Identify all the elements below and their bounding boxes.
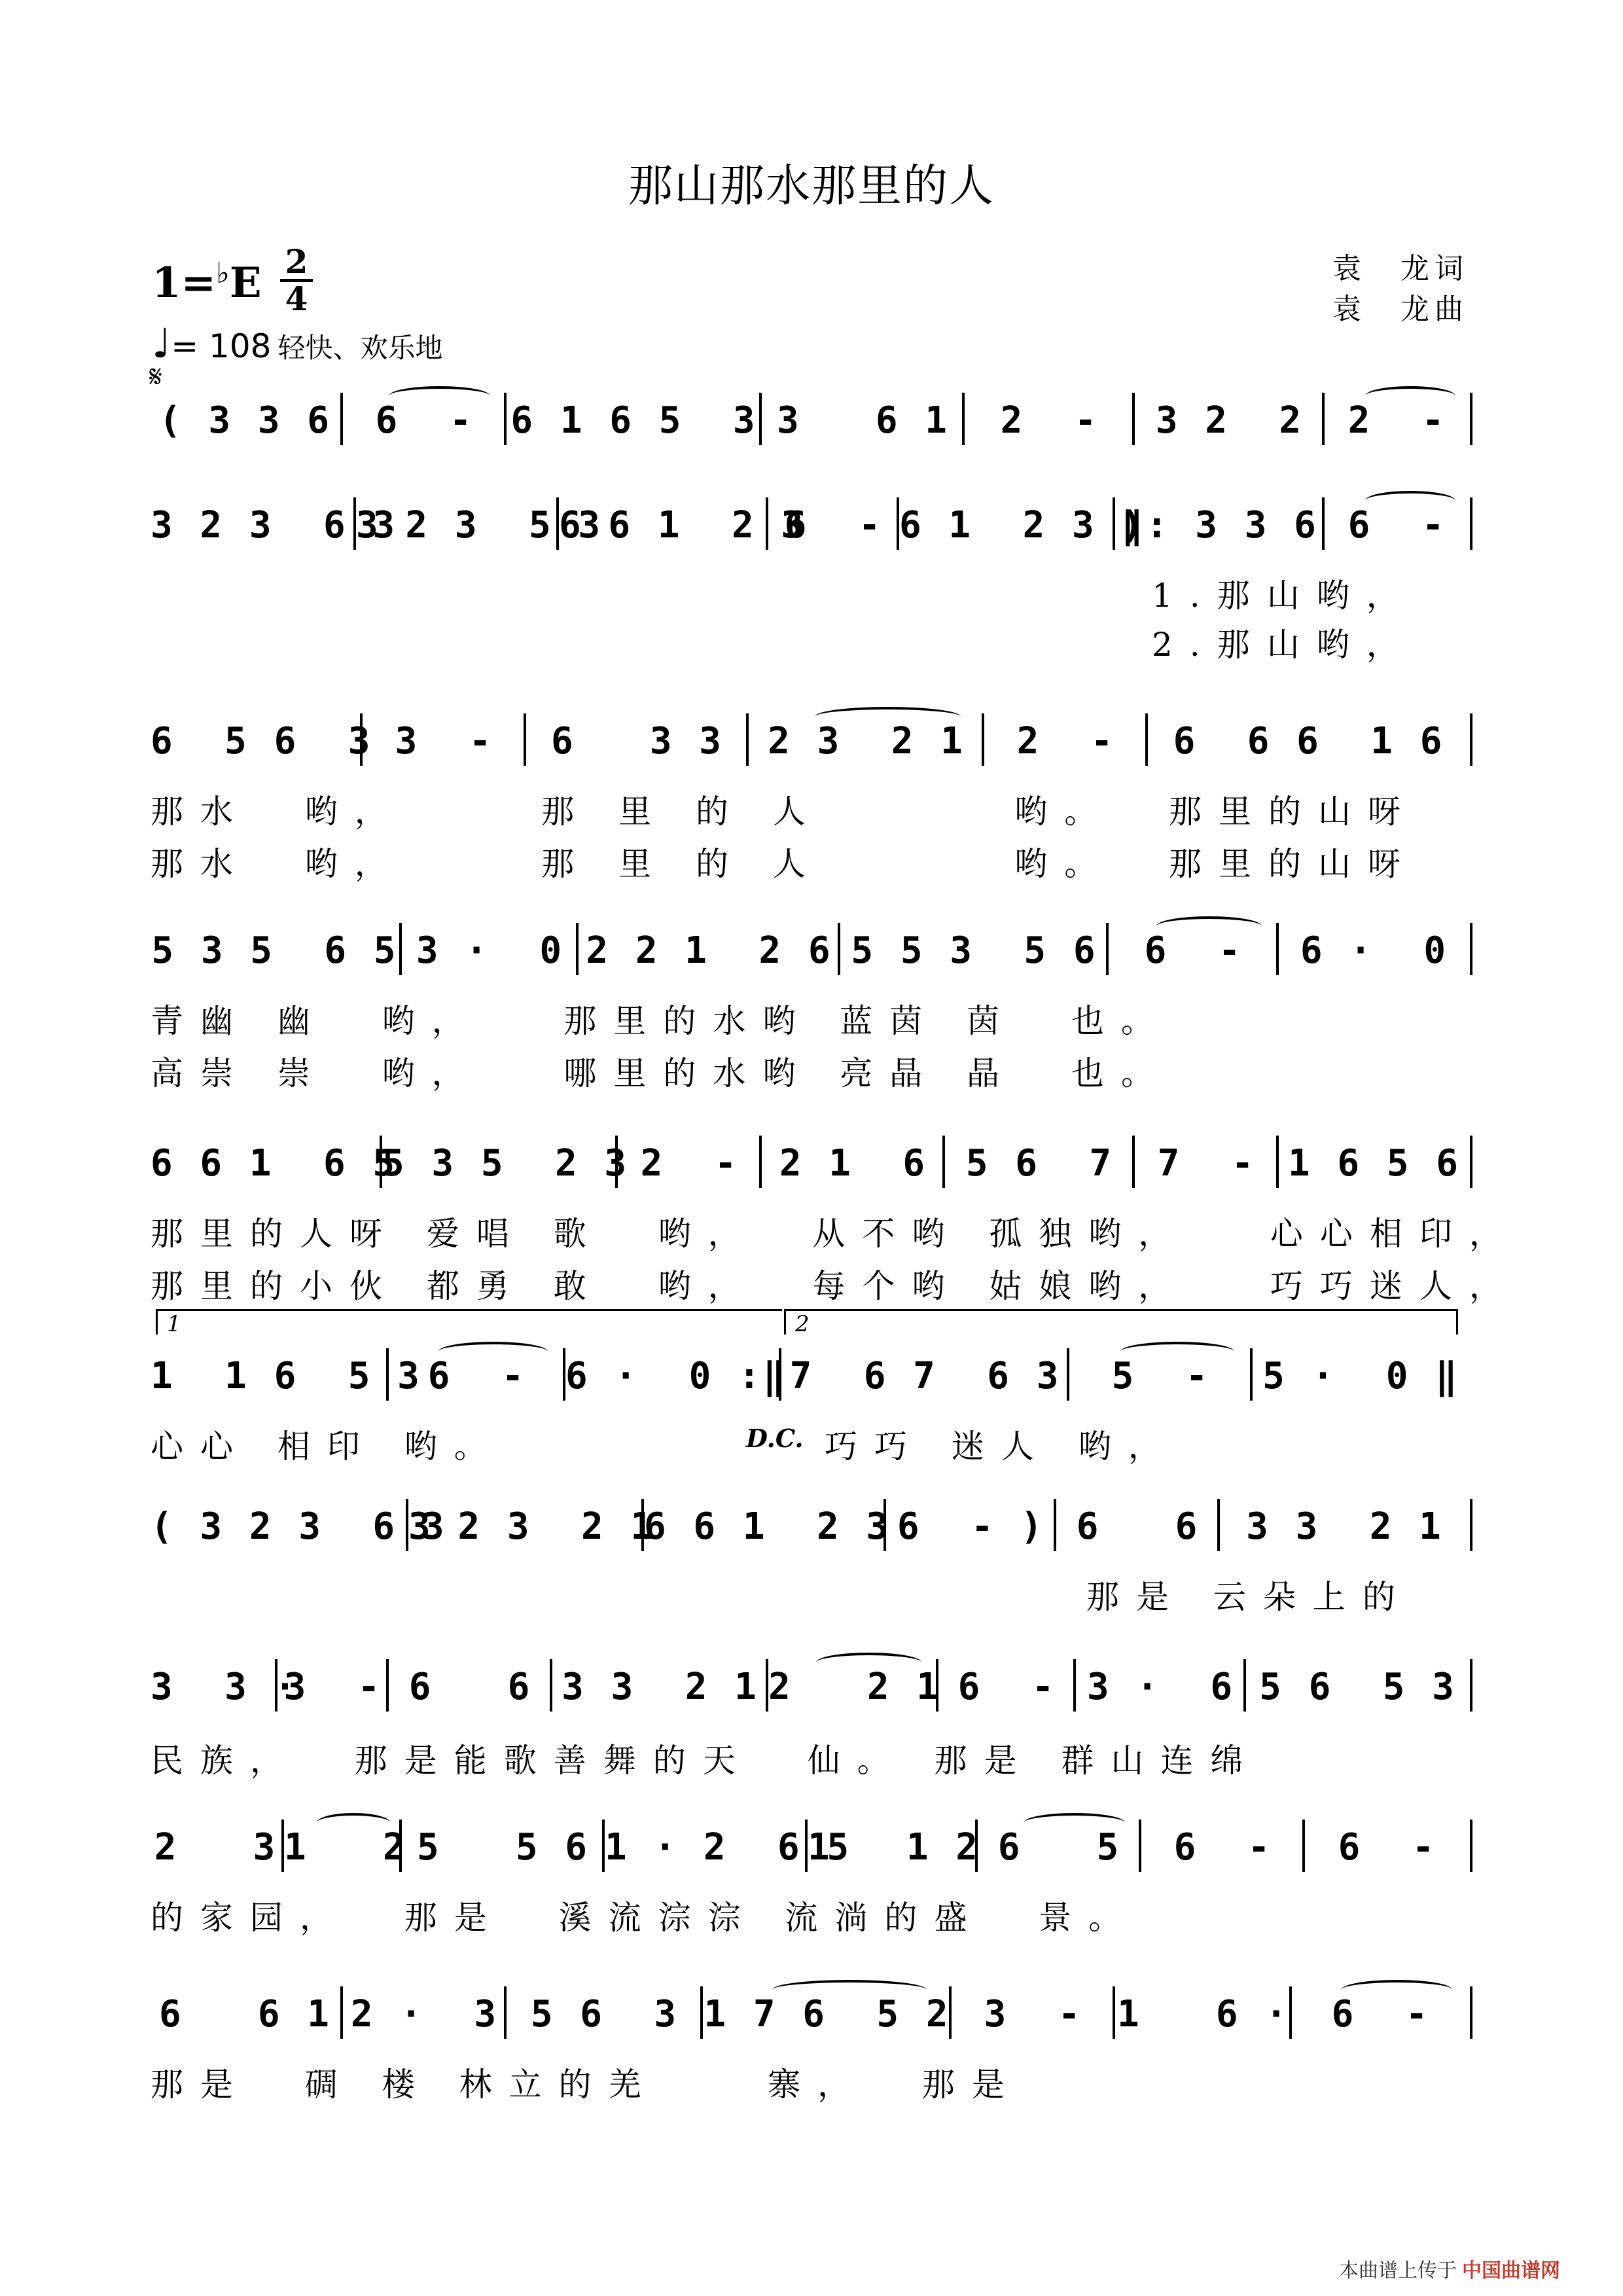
credits: [1332, 249, 1469, 330]
lyrics-verse-2: 2.那山哟，: [1152, 626, 1416, 664]
measure: 5 -: [1067, 1348, 1253, 1401]
lyrics: 那是 碉 楼 林立的羌 寨， 那是: [151, 2066, 1022, 2104]
tempo-value: = 108: [171, 327, 272, 365]
measure: 6 6 1 6 5: [151, 1142, 398, 1185]
lyrics-verse-2: 那里的小伙 都勇 敢 哟， 每个哟 姑娘哟， 巧巧迷人，: [151, 1267, 1519, 1305]
measure: 6 1 6 5 3: [504, 393, 762, 445]
quarter-note-icon: ♩: [152, 319, 171, 367]
measure: 1 1 6 5 3: [151, 1355, 422, 1397]
tempo-marking: [152, 319, 443, 367]
measure: ‖: 3 3 6: [1113, 497, 1325, 550]
measure: 5 5 6: [399, 1820, 605, 1872]
measure: 5 3 5 2 3: [380, 1136, 618, 1188]
volta-1: 1: [156, 1309, 782, 1335]
lyrics: 那是 云朵上的: [1086, 1578, 1412, 1616]
measure: 5 6 5 3: [1243, 1659, 1472, 1712]
watermark-text: 本曲谱上传于: [1339, 2259, 1457, 2282]
measure: 6 · 0: [1276, 923, 1472, 975]
lyrics: 民族， 那是能歌善舞的天 仙。 那是 群山连绵: [151, 1742, 1260, 1780]
lyrics-verse-1: 那水 哟， 那 里 的 人 哟。 那里的山呀: [151, 793, 1418, 831]
measure: 6 -: [1322, 497, 1472, 550]
measure: 6 5: [975, 1820, 1141, 1872]
measure: 5 5 3 5 6: [838, 923, 1109, 975]
measure: 2 3 2 1: [746, 713, 984, 766]
measure: 1 1 2: [805, 1820, 978, 1872]
measure: 3 -: [275, 1659, 389, 1712]
measure: 6 -: [1302, 1820, 1472, 1872]
measure: 6 -: [936, 1659, 1076, 1712]
measure: ( 3 2 3 6 3: [151, 1505, 447, 1548]
lyrics-verse-1: 心心 相印 哟。: [151, 1427, 504, 1465]
system-5: [151, 1136, 1472, 1188]
measure: 3 3 2 1: [1217, 1499, 1472, 1551]
measure: 1 2: [281, 1820, 402, 1872]
measure: 6 - ): [883, 1499, 1056, 1551]
meter-bottom: 4: [285, 279, 308, 318]
measure: 5 · 0 ‖: [1250, 1348, 1470, 1401]
time-signature: [280, 242, 313, 318]
lyrics-verse-1: 1.那山哟，: [1152, 577, 1416, 615]
measure: 1 7 6 5 2: [700, 1986, 952, 2039]
measure: 6 6 6 1 6: [1145, 713, 1472, 766]
measure: 6 6: [1054, 1499, 1220, 1551]
measure: 3 2 2: [1132, 393, 1325, 445]
measure: 3 · 0: [399, 923, 579, 975]
measure: 1 · 2 6 5: [602, 1820, 808, 1872]
measure: 3 -: [949, 1986, 1115, 2039]
key-signature: [152, 257, 262, 308]
measure: 6 6 1: [158, 1993, 332, 2036]
system-9: [151, 1820, 1472, 1872]
flat-sign: ♭: [216, 257, 230, 290]
system-1: [151, 393, 1472, 445]
measure: 5 6 7: [942, 1136, 1135, 1188]
measure: 3 2 3 6 3: [151, 504, 398, 547]
measure: 7 6 7 6 3: [779, 1348, 1069, 1401]
measure: 6 5 6 3: [151, 720, 373, 762]
system-10: [151, 1986, 1472, 2039]
measure: 3 2 3 2 1: [406, 1499, 644, 1551]
meter-top: 2: [285, 242, 308, 281]
measure: 3 6 1: [759, 393, 965, 445]
measure: 6 · 0 :‖: [563, 1348, 781, 1401]
measure: 6 6 1 2 3: [641, 1499, 886, 1551]
measure: 2 · 3: [340, 1986, 507, 2039]
key-prefix: 1=: [152, 259, 217, 308]
measure: 2 -: [615, 1136, 762, 1188]
measure: 2 1 6: [759, 1136, 945, 1188]
measure: 3 3 2 1: [550, 1659, 768, 1712]
measure: 6 -: [1139, 1820, 1305, 1872]
measure: 5 3 5 6 5: [151, 929, 399, 972]
measure: 7 -: [1132, 1136, 1279, 1188]
key-note: E: [229, 259, 262, 308]
tempo-expression: 轻快、欢乐地: [277, 332, 443, 364]
system-2: [151, 497, 1472, 550]
measure: 3 2 3 5 3: [353, 497, 559, 550]
measure: 6 -: [340, 393, 507, 445]
measure: 6 -: [1289, 1986, 1472, 2039]
da-capo-mark: D.C.: [746, 1424, 804, 1453]
system-8: [151, 1659, 1472, 1712]
upload-watermark: [1339, 2254, 1560, 2283]
measure: 5 6 3: [504, 1986, 703, 2039]
measure: ( 3 3 6: [158, 399, 332, 442]
measure: 6 3 3: [524, 713, 749, 766]
lyrics-verse-2: 高崇 崇 哟， 哪里的水哟 亮晶 晶 也。: [151, 1054, 1171, 1092]
measure: 6 6 1 2 3: [556, 497, 768, 550]
measure: 6 -: [766, 497, 899, 550]
measure: 3 · 6: [1073, 1659, 1246, 1712]
measure: 2 3: [154, 1826, 278, 1869]
measure: 1 6 ·: [1113, 1986, 1292, 2039]
lyrics-verse-1: 那里的人呀 爱唱 歌 哟， 从不哟 孤独哟， 心心相印，: [151, 1215, 1519, 1253]
measure: 6 1 2 3 ): [897, 497, 1115, 550]
measure: 6 -: [1106, 923, 1279, 975]
measure: 6 -: [386, 1348, 565, 1401]
measure: 3 -: [360, 713, 526, 766]
lyricist: 袁 龙词: [1332, 252, 1469, 285]
segno-icon: 𝄋: [149, 359, 162, 394]
song-title: 那山那水那里的人: [628, 160, 995, 212]
lyrics-verse-1: 青幽 幽 哟， 那里的水哟 蓝茵 茵 也。: [151, 1002, 1171, 1040]
measure: 2 -: [982, 713, 1148, 766]
lyrics: 的家园， 那是 溪流淙淙 流淌的盛 景。: [151, 1899, 1139, 1937]
system-4: [151, 923, 1472, 975]
measure: 2 2 1 2 6: [576, 923, 840, 975]
system-3: [151, 713, 1472, 766]
system-7: [151, 1499, 1472, 1551]
measure: 2 2 1: [766, 1659, 938, 1712]
composer: 袁 龙曲: [1332, 293, 1469, 326]
volta-2: 2: [784, 1309, 1458, 1335]
measure: 1 6 5 6: [1276, 1136, 1472, 1188]
lyrics-verse-2: 巧巧 迷人 哟，: [825, 1427, 1178, 1465]
measure: 2 -: [962, 393, 1135, 445]
measure: 6 6: [386, 1659, 552, 1712]
lyrics-verse-2: 那水 哟， 那 里 的 人 哟。 那里的山呀: [151, 845, 1418, 883]
site-brand: 中国曲谱网: [1462, 2259, 1560, 2282]
measure: 3 3 ·: [151, 1666, 299, 1708]
system-6: [151, 1348, 1472, 1401]
measure: 2 -: [1322, 393, 1472, 445]
